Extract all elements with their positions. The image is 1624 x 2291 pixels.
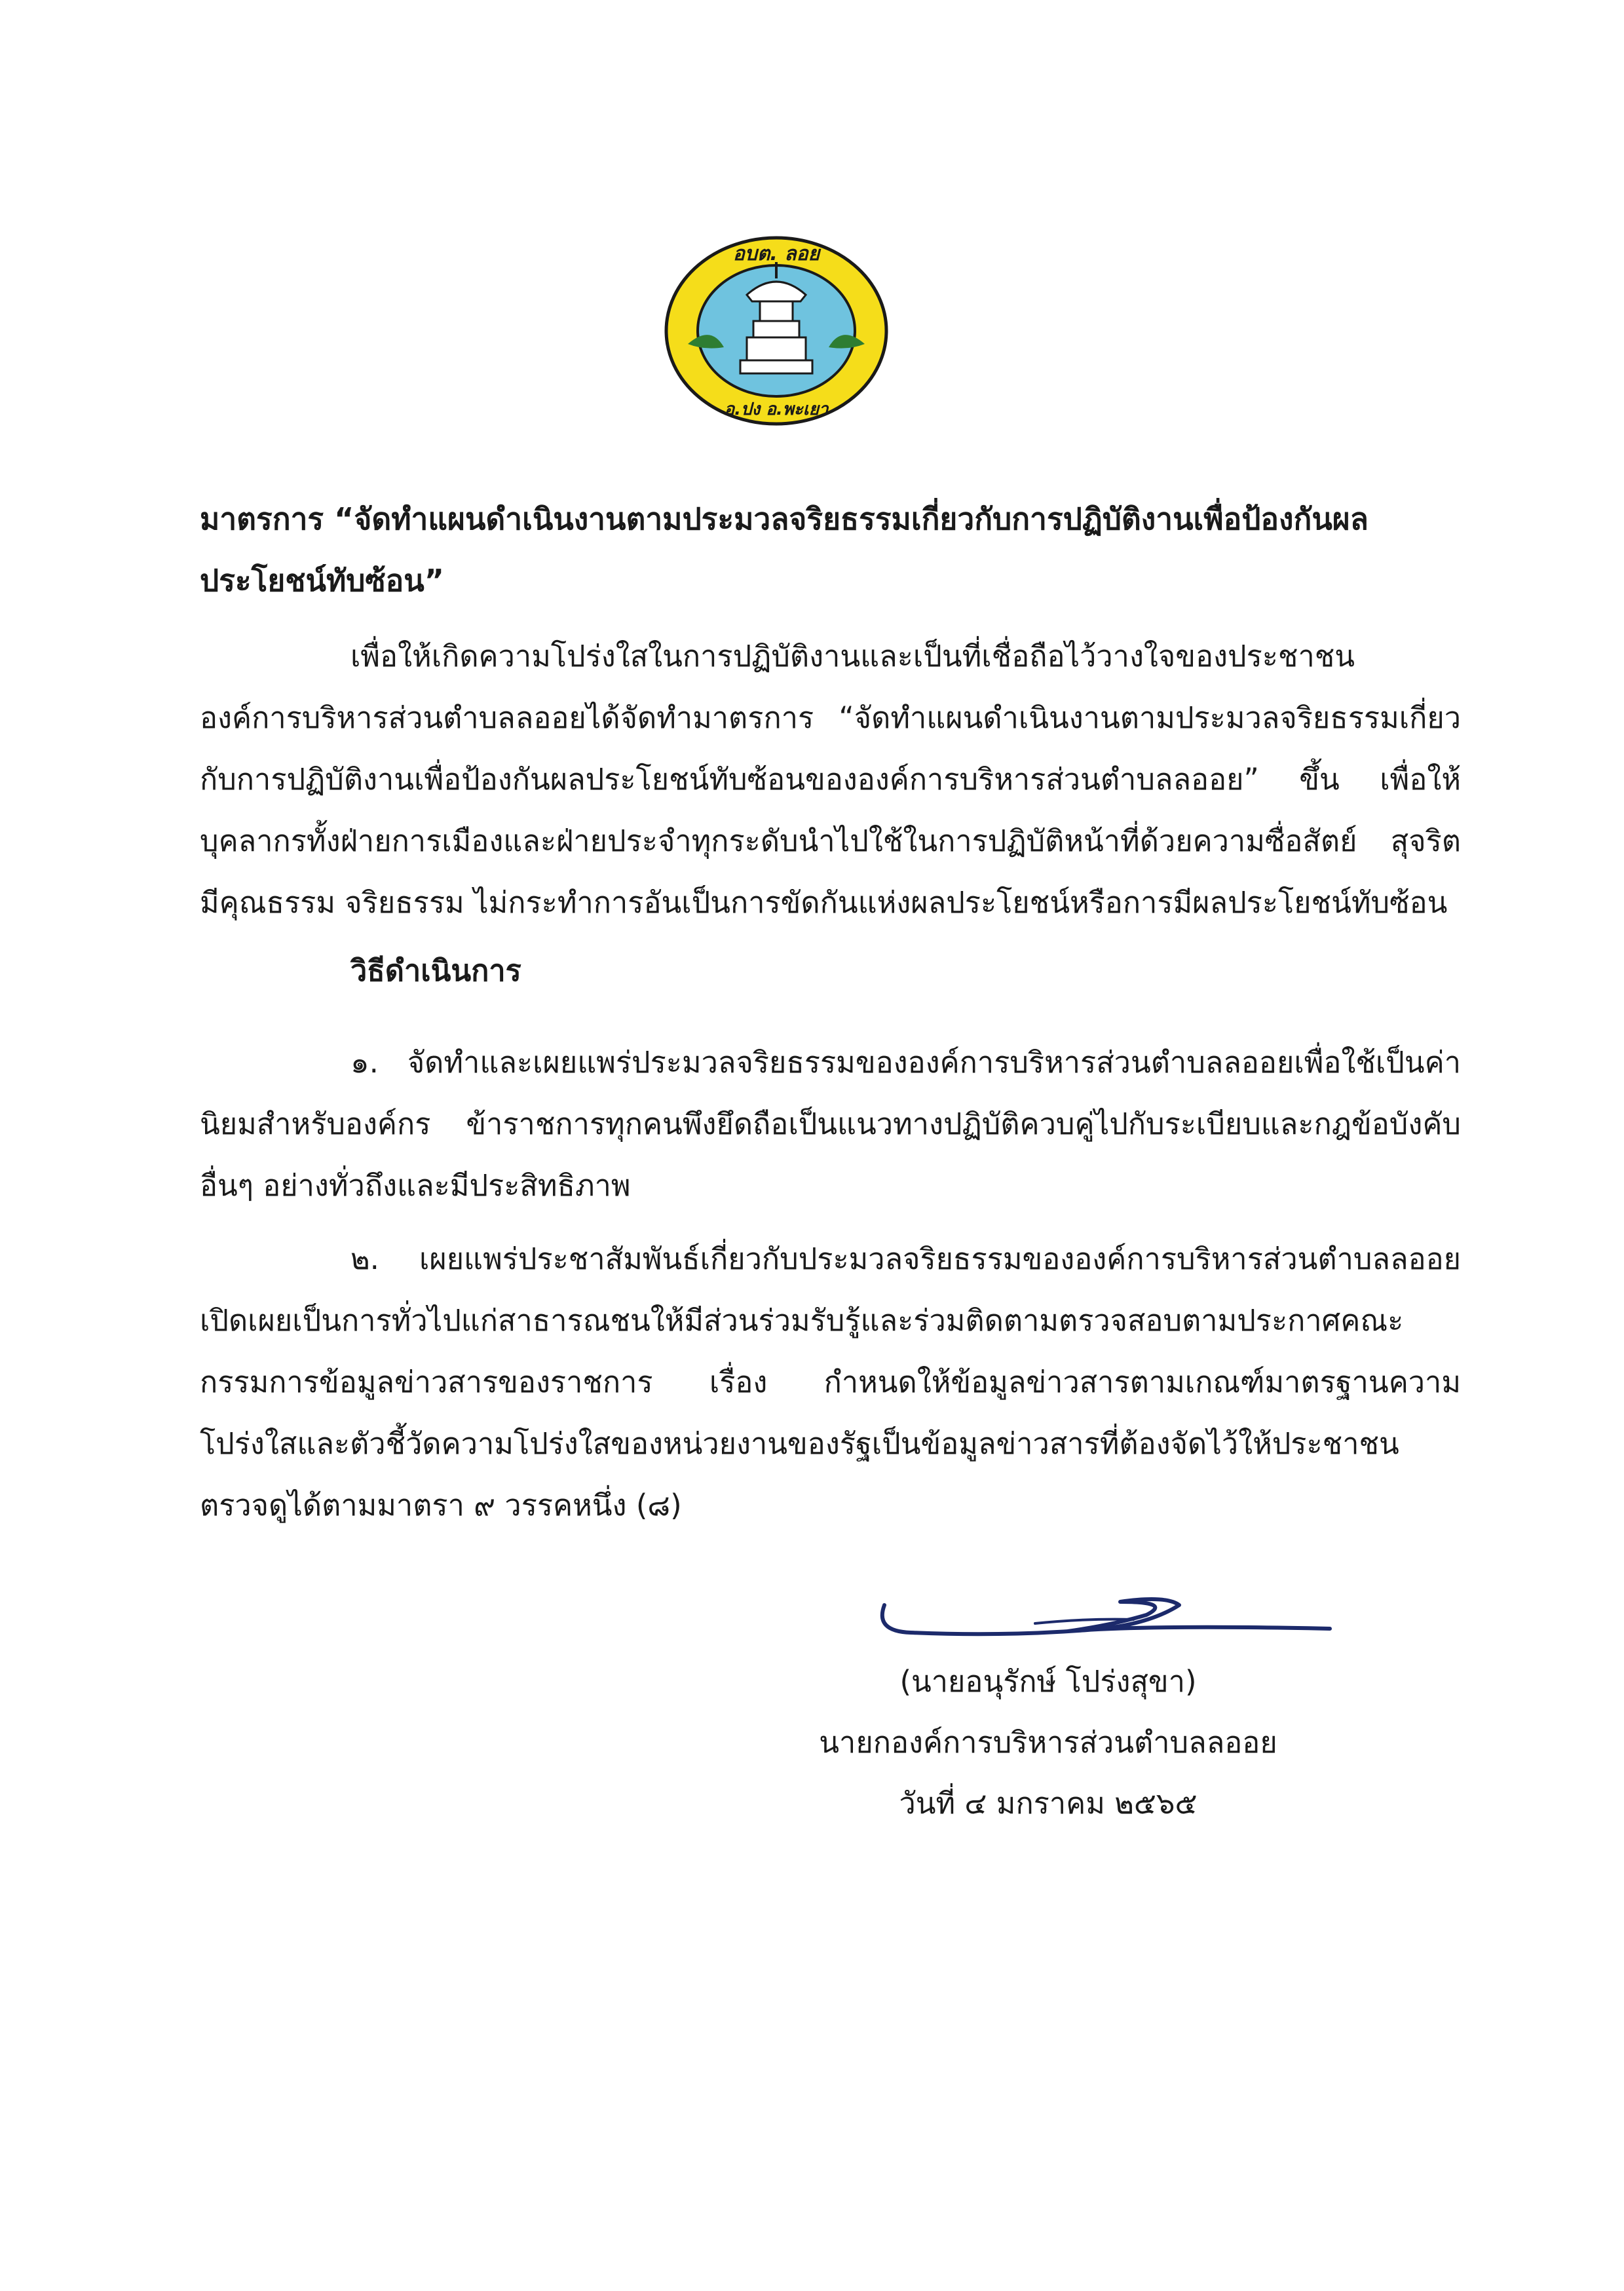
- method-item-1: [200, 1032, 1461, 1217]
- seal-bottom-text: อ.ปง อ.พะเยา: [724, 400, 829, 419]
- method-item-2-text: ๒. เผยแพร่ประชาสัมพันธ์เกี่ยวกับประมวลจริยธรรมขององค์การบริหารส่วนตำบลลออย เปิดเผยเป็นการทั่วไปแก่สาธารณชนให้มีส่วนร่วมรับรู้และร่วมติดตามตรวจสอบตามประกาศคณะกรรมการข้อมูลข่าวสารของราชการ เรื่อง กำหนดให้ข้อมูลข่าวสารตามเกณฑ์มาตรฐานความโปร่งใสและตัวชี้วัดความโปร่งใสของหน่วยงานของรัฐเป็นข้อมูลข่าวสารที่ต้องจัดไว้ให้ประชาชนตรวจดูได้ตามมาตรา ๙ วรรคหนึ่ง (๘): [200, 1241, 1461, 1523]
- method-item-1-text: ๑. จัดทำและเผยแพร่ประมวลจริยธรรมขององค์การบริหารส่วนตำบลลออยเพื่อใช้เป็นค่านิยมสำหรับองค์กร ข้าราชการทุกคนพึงยึดถือเป็นแนวทางปฏิบัติควบคู่ไปกับระเบียบและกฎข้อบังคับอื่นๆ อย่างทั่วถึงและมีประสิทธิภาพ: [200, 1045, 1461, 1203]
- method-heading: วิธีดำเนินการ: [350, 953, 521, 988]
- handwritten-signature: [871, 1579, 1343, 1657]
- seal-graphic: [662, 233, 891, 429]
- signed-date: วันที่ ๔ มกราคม ๒๕๖๕: [899, 1786, 1198, 1821]
- organization-seal: [662, 233, 891, 429]
- document-title: มาตรการ “จัดทำแผนดำเนินงานตามประมวลจริยธรรมเกี่ยวกับการปฏิบัติงานเพื่อป้องกันผลประโยชน์ทับซ้อน”: [200, 501, 1369, 598]
- intro-paragraph: [200, 626, 1461, 934]
- method-item-2: [200, 1228, 1461, 1536]
- intro-text: เพื่อให้เกิดความโปร่งใสในการปฏิบัติงานและเป็นที่เชื่อถือไว้วางใจของประชาชน องค์การบริหารส่วนตำบลลออยได้จัดทำมาตรการ “จัดทำแผนดำเนินงานตามประมวลจริยธรรมเกี่ยวกับการปฏิบัติงานเพื่อป้องกันผลประโยชน์ทับซ้อนขององค์การบริหารส่วนตำบลลออย” ขึ้น เพื่อให้บุคลากรทั้งฝ่ายการเมืองและฝ่ายประจำทุกระดับนำไปใช้ในการปฏิบัติหน้าที่ด้วยความซื่อสัตย์ สุจริต มีคุณธรรม จริยธรรม ไม่กระทำการอันเป็นการขัดกันแห่งผลประโยชน์หรือการมีผลประโยชน์ทับซ้อน: [200, 639, 1461, 920]
- signature-block: [786, 1651, 1310, 1834]
- seal-top-text: อบต. ลอย: [732, 242, 820, 265]
- signer-name: (นายอนุรักษ์ โปร่งสุขา): [899, 1664, 1197, 1699]
- signer-position: นายกองค์การบริหารส่วนตำบลลออย: [819, 1725, 1277, 1760]
